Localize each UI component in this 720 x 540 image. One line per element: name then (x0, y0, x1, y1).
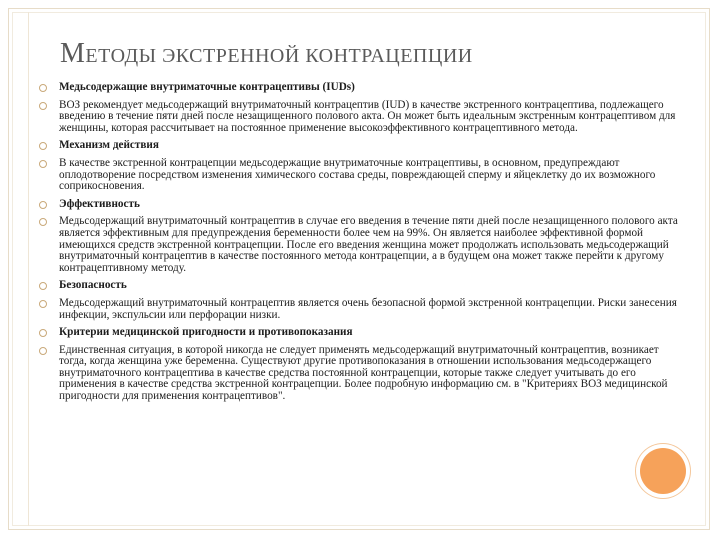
section-heading: Механизм действия (59, 139, 159, 152)
list-item (38, 327, 678, 339)
list-item (38, 345, 678, 403)
section-body: В качестве экстренной контрацепции медьсодержащие внутриматочные контрацептивы, в основном, предупреждают оплодотворение посредством изменения химического состава среды, повреждающей сперму и яйцеклетку до их возможного соприкосновения. (59, 156, 656, 193)
bullet-circle-icon (39, 160, 47, 168)
decorative-orange-circle (640, 448, 686, 494)
list-item (38, 298, 678, 321)
list-item (38, 158, 678, 193)
title-initial: М (60, 38, 86, 69)
section-body: Медьсодержащий внутриматочный контрацептив является очень безопасной формой экстренной контрацепции. Риски занесения инфекции, экспульсии или перфорации низки. (59, 296, 677, 321)
section-body: Единственная ситуация, в которой никогда не следует применять медьсодержащий внутриматочный контрацептив, возникает тогда, когда женщина уже беременна. Существуют другие противопоказания в отношении использования медьсодержащего внутриматочного контрацептива в качестве средства постоянной контрацепции, которые также следует учитывать до его применения в качестве средства экстренной контрацепции. Более подробную информацию см. в "Критериях ВОЗ медицинской пригодности для применения контрацептивов". (59, 343, 668, 403)
list-item (38, 82, 678, 94)
list-item (38, 100, 678, 135)
slide-title (60, 38, 473, 70)
section-body: Медьсодержащий внутриматочный контрацептив в случае его введения в течение пяти дней после незащищенного полового акта является эффективным для предупреждения беременности более чем на 99%. Он является наиболее эффективной формой имеющихся средств экстренной контрацепции. После его введения женщина может продолжать использовать медьсодержащий внутриматочный контрацептив в качестве постоянного метода контрацепции, а в будущем она может также перейти к другому контрацептивному методу. (59, 215, 678, 274)
left-rule (28, 12, 29, 526)
bullet-circle-icon (39, 300, 47, 308)
section-heading: Медьсодержащие внутриматочные контрацептивы (IUDs) (59, 81, 355, 93)
section-body: ВОЗ рекомендует медьсодержащий внутриматочный контрацептив (IUD) в качестве экстренного контрацептива, подлежащего введению в течение пяти дней после незащищенного полового акта. Он может быть идеальным экстренным контрацептивом для женщины, которая рассчитывает на постоянное применение высокоэффективного контрацептивного метода. (59, 98, 676, 134)
title-rest: ЕТОДЫ ЭКСТРЕННОЙ КОНТРАЦЕПЦИИ (85, 45, 473, 67)
section-heading: Безопасность (59, 279, 127, 292)
bullet-circle-icon (39, 218, 47, 226)
list-item (38, 280, 678, 292)
section-heading: Эффективность (59, 197, 140, 210)
bullet-circle-icon (39, 201, 47, 209)
list-item (38, 140, 678, 152)
bullet-circle-icon (39, 347, 47, 355)
bullet-circle-icon (39, 329, 47, 337)
bullet-circle-icon (39, 142, 47, 150)
section-heading: Критерии медицинской пригодности и противопоказания (59, 326, 353, 339)
list-item (38, 216, 678, 274)
bullet-circle-icon (39, 84, 47, 92)
list-item (38, 199, 678, 211)
bullet-circle-icon (39, 102, 47, 110)
bullet-list (38, 82, 678, 409)
bullet-circle-icon (39, 282, 47, 290)
